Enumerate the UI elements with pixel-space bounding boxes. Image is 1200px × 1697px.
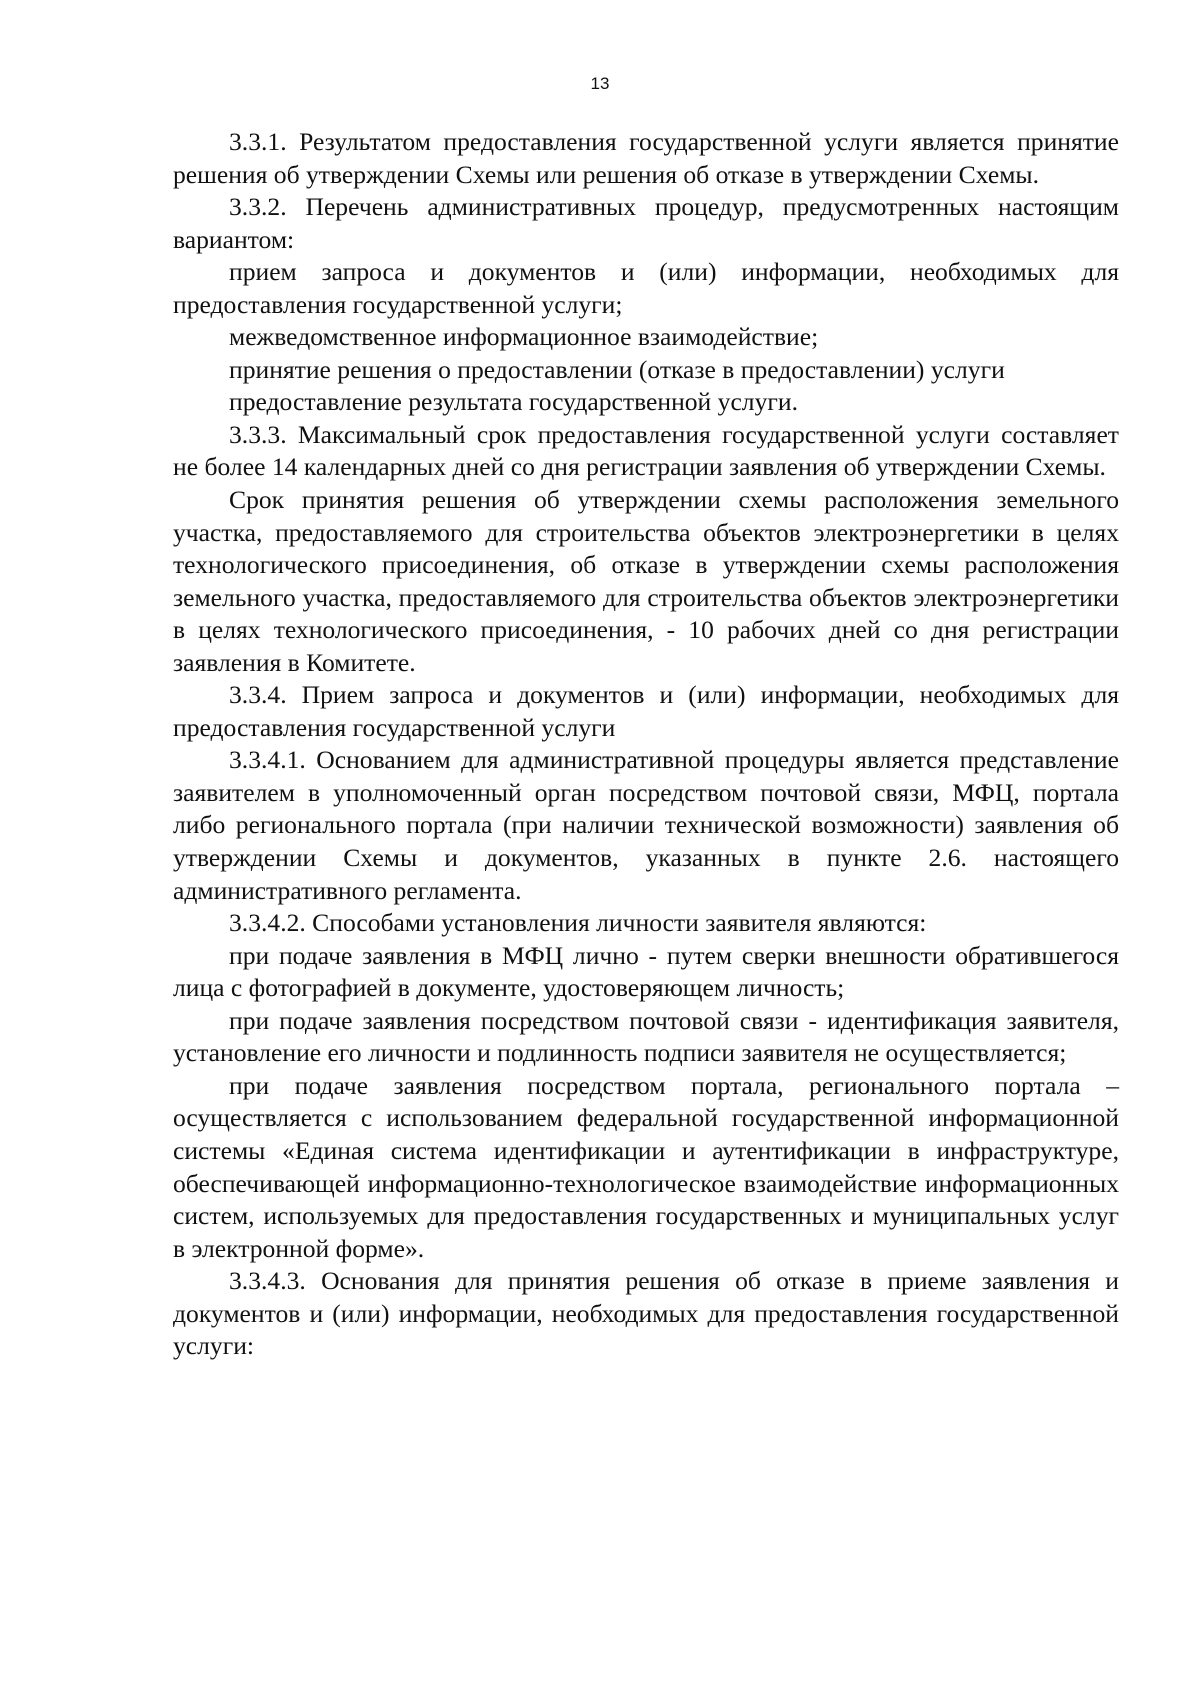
list-item-request-intake: прием запроса и документов и (или) информации, необходимых для предоставления государственной услуги;: [173, 257, 1119, 319]
paragraph-3-3-4-2: 3.3.4.2. Способами установления личности заявителя являются:: [229, 908, 927, 938]
paragraph-3-3-2: 3.3.2. Перечень административных процедур, предусмотренных настоящим вариантом:: [173, 192, 1119, 254]
paragraph-3-3-4: 3.3.4. Прием запроса и документов и (или) информации, необходимых для предоставления государственной услуги: [173, 680, 1119, 742]
identity-method-mfc: при подаче заявления в МФЦ лично - путем сверки внешности обратившегося лица с фотографией в документе, удостоверяющем личность;: [173, 940, 1119, 1003]
paragraph-decision-term: Срок принятия решения об утверждении схемы расположения земельного участка, предоставляемого для строительства объектов электроэнергетики в целях технологического присоединения, об отказе в утверждении схемы расположения земельного участка, предоставляемого для строительства объектов электроэнергетики в целях технологического присоединения, - 10 рабочих дней со дня регистрации заявления в Комитете.: [173, 485, 1119, 677]
paragraph-3-3-1: 3.3.1. Результатом предоставления государственной услуги является принятие решения об утверждении Схемы или решения об отказе в утверждении Схемы.: [173, 127, 1119, 189]
page-number: 13: [590, 74, 610, 93]
list-item-decision: принятие решения о предоставлении (отказе в предоставлении) услуги: [229, 354, 1005, 384]
identity-method-post: при подаче заявления посредством почтовой связи - идентификация заявителя, установление его личности и подлинность подписи заявителя не осуществляется;: [173, 1005, 1119, 1068]
paragraph-3-3-4-1: 3.3.4.1. Основанием для административной процедуры является представление заявителем в уполномоченный орган посредством почтовой связи, МФЦ, портала либо регионального портала (при наличии технической возможности) заявления об утверждении Схемы и документов, указанных в пункте 2.6. настоящего административного регламента.: [173, 745, 1119, 905]
paragraph-3-3-4-3: 3.3.4.3. Основания для принятия решения об отказе в приеме заявления и документов и (или) информации, необходимых для предоставления государственной услуги:: [173, 1266, 1119, 1361]
list-item-interagency: межведомственное информационное взаимодействие;: [229, 322, 819, 352]
paragraph-3-3-3: 3.3.3. Максимальный срок предоставления государственной услуги составляет не более 14 календарных дней со дня регистрации заявления об утверждении Схемы.: [173, 419, 1119, 482]
document-body: [173, 126, 1119, 1363]
list-item-result: предоставление результата государственной услуги.: [229, 387, 798, 417]
identity-method-portal: при подаче заявления посредством портала, регионального портала – осуществляется с использованием федеральной государственной информационной системы «Единая система идентификации и аутентификации в инфраструктуре, обеспечивающей информационно-технологическое взаимодействие информационных систем, используемых для предоставления государственных и муниципальных услуг в электронной форме».: [173, 1070, 1119, 1263]
